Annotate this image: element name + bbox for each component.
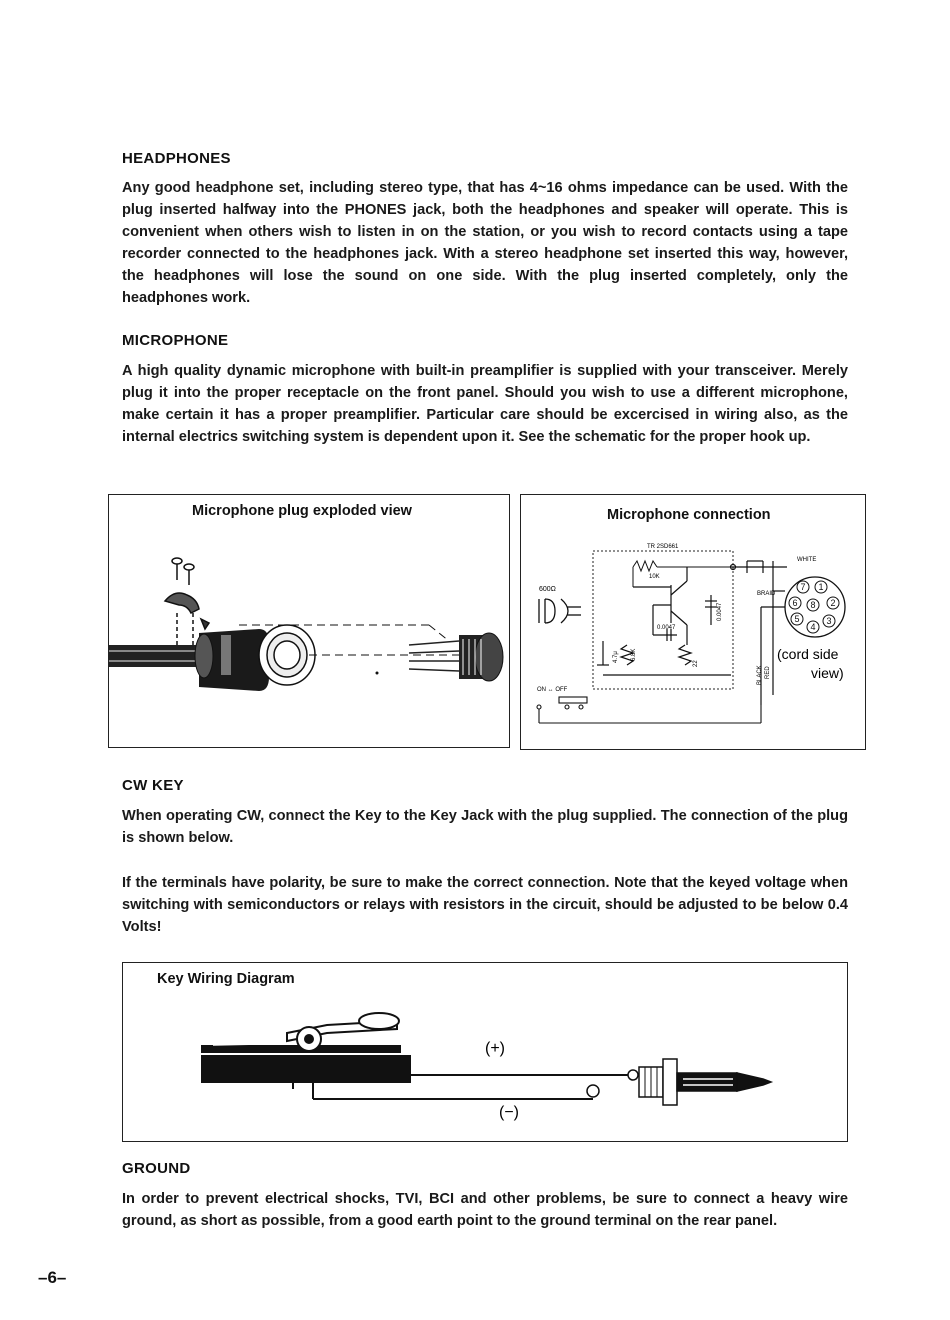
pin-7: 7 — [800, 582, 806, 592]
cord-side-label-1: (cord side — [777, 646, 839, 662]
cw-key-heading: CW KEY — [122, 777, 184, 794]
black-label: BLACK — [757, 665, 763, 685]
mic-connection-figure — [520, 494, 866, 750]
white-label: WHITE — [797, 557, 817, 563]
cap-0047-label: 0.0047 — [657, 625, 676, 631]
pin-2: 2 — [830, 598, 836, 608]
ground-text: In order to prevent electrical shocks, TVI, BCI and other problems, be sure to connect a heavy wire ground, as short as possible, from a good earth point to the ground terminal on the rear panel. — [122, 1191, 848, 1229]
plug-exploded-figure — [108, 494, 510, 748]
red-label: RED — [765, 666, 771, 679]
pin-8: 8 — [810, 600, 816, 610]
impedance-label: 600Ω — [539, 586, 556, 593]
microphone-text: A high quality dynamic microphone with built-in preamplifier is supplied with your transceiver. Merely plug it into the proper receptacle on the front panel. Should you wish to use a different microphone, make certain it has a proper preamplifier. Particular care should be excercised in wiring also, as the internal electrics switching system is dependent upon it. See the schematic for the proper hook up. — [122, 363, 848, 445]
r10k-label: 10K — [649, 574, 660, 580]
pin-3: 3 — [826, 616, 832, 626]
pin-1: 1 — [818, 582, 824, 592]
microphone-heading: MICROPHONE — [122, 332, 229, 349]
mic-connection-schematic — [521, 495, 865, 749]
page-number: –6– — [38, 1268, 67, 1287]
braid-label: BRAID — [757, 591, 776, 597]
r22-label: 22 — [693, 660, 699, 667]
key-wiring-title: Key Wiring Diagram — [157, 971, 295, 987]
cw-key-text-1: When operating CW, connect the Key to the Key Jack with the plug supplied. The connection of the plug is shown below. — [122, 808, 848, 846]
minus-label: (−) — [499, 1104, 519, 1121]
r68k-label: 6.8K — [631, 648, 637, 661]
cap-47u-label: 4.7μ — [613, 651, 619, 663]
key-wiring-drawing — [123, 963, 847, 1141]
cord-side-label-2: view) — [811, 665, 844, 681]
headphones-text: Any good headphone set, including stereo type, that has 4~16 ohms impedance can be used. With the plug inserted halfway into the PHONES jack, both the headphones and speaker will operate. This is convenient when others wish to listen in on the station, or you wish to record contacts using a tape recorder connected to the headphones jack. With a stereo headphone set inserted this way, however, the headphones will lose the sound on one side. With the plug inserted completely, only the headphones work. — [122, 180, 848, 306]
switch-label: ON ↔ OFF — [537, 687, 568, 693]
plus-label: (+) — [485, 1040, 505, 1057]
mic-connection-title: Microphone connection — [607, 507, 771, 523]
key-wiring-figure — [122, 962, 848, 1142]
plug-exploded-drawing — [109, 495, 509, 747]
plug-exploded-title: Microphone plug exploded view — [192, 503, 412, 519]
cap-00047-label: 0.0047 — [717, 602, 723, 621]
headphones-heading: HEADPHONES — [122, 150, 231, 167]
transistor-label: TR 2SD661 — [647, 544, 679, 550]
cw-key-text-2: If the terminals have polarity, be sure to make the correct connection. Note that the keyed voltage when switching with semiconductors or relays with resistors in the circuit, should be adjusted to be below 0.4 Volts! — [122, 875, 848, 935]
pin-4: 4 — [810, 622, 816, 632]
ground-heading: GROUND — [122, 1160, 191, 1177]
pin-5: 5 — [794, 614, 800, 624]
pin-6: 6 — [792, 598, 798, 608]
